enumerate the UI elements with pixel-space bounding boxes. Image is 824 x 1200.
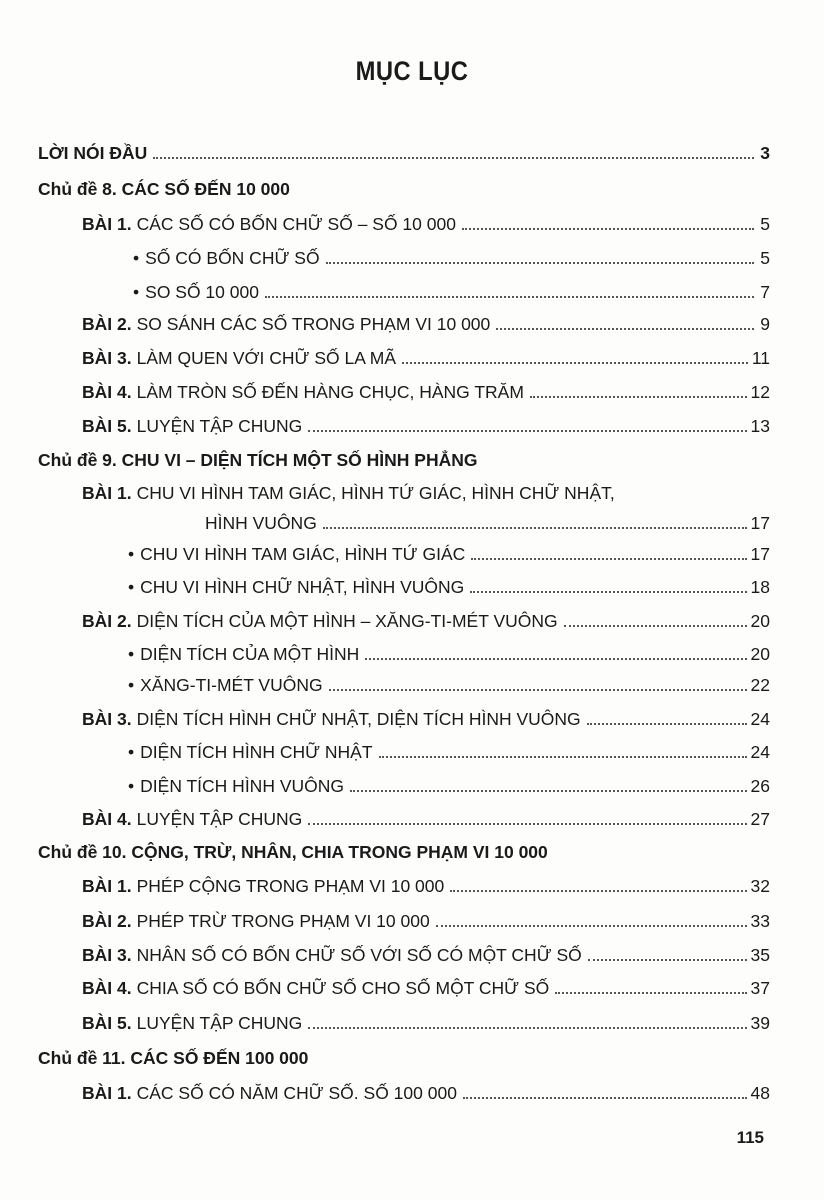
lesson-number: BÀI 4. bbox=[82, 382, 132, 402]
toc-entry bbox=[128, 739, 770, 763]
bullet-icon: • bbox=[128, 644, 135, 664]
entry-title: PHÉP CỘNG TRONG PHẠM VI 10 000 bbox=[136, 876, 445, 896]
dot-leader bbox=[555, 992, 746, 994]
toc-entry bbox=[82, 706, 770, 730]
dot-leader bbox=[153, 157, 754, 159]
entry-title: LUYỆN TẬP CHUNG bbox=[136, 1013, 303, 1033]
toc-entry bbox=[82, 413, 770, 437]
entry-page: 27 bbox=[750, 809, 770, 829]
bullet-icon: • bbox=[128, 577, 135, 597]
dot-leader bbox=[350, 790, 747, 792]
dot-leader bbox=[463, 1097, 747, 1099]
entry-page: 5 bbox=[760, 248, 770, 268]
entry-page: 17 bbox=[750, 544, 770, 564]
dot-leader bbox=[379, 756, 747, 758]
page-title: MỤC LỤC bbox=[355, 56, 469, 86]
toc-entry bbox=[82, 211, 770, 235]
dot-leader bbox=[470, 591, 746, 593]
dot-leader bbox=[564, 625, 747, 627]
toc-entry bbox=[82, 1080, 770, 1104]
toc-entry bbox=[128, 541, 770, 565]
entry-title: CÁC SỐ CÓ NĂM CHỮ SỐ. SỐ 100 000 bbox=[136, 1083, 457, 1103]
toc-entry bbox=[82, 975, 770, 999]
entry-title: Chủ đề 9. CHU VI – DIỆN TÍCH MỘT SỐ HÌNH PHẲNG bbox=[38, 450, 478, 470]
bullet-icon: • bbox=[128, 776, 135, 796]
bullet-icon: • bbox=[128, 742, 135, 762]
entry-title: HÌNH VUÔNG bbox=[205, 513, 317, 533]
dot-leader bbox=[496, 328, 754, 330]
entry-title: LỜI NÓI ĐẦU bbox=[38, 143, 148, 163]
entry-page: 39 bbox=[750, 1013, 770, 1033]
lesson-number: BÀI 5. bbox=[82, 1013, 132, 1033]
entry-title: Chủ đề 8. CÁC SỐ ĐẾN 10 000 bbox=[38, 179, 290, 199]
entry-page: 3 bbox=[760, 143, 770, 163]
toc-entry bbox=[128, 773, 770, 797]
toc-chapter bbox=[38, 447, 770, 471]
page-number: 115 bbox=[736, 1128, 764, 1147]
dot-leader bbox=[323, 527, 747, 529]
entry-page: 26 bbox=[750, 776, 770, 796]
entry-title: PHÉP TRỪ TRONG PHẠM VI 10 000 bbox=[136, 911, 430, 931]
toc-entry bbox=[82, 608, 770, 632]
dot-leader bbox=[326, 262, 754, 264]
entry-title: CHU VI HÌNH TAM GIÁC, HÌNH TỨ GIÁC bbox=[140, 544, 466, 564]
bullet-icon: • bbox=[128, 675, 135, 695]
lesson-number: BÀI 4. bbox=[82, 978, 132, 998]
toc-entry bbox=[82, 345, 770, 369]
dot-leader bbox=[308, 1027, 746, 1029]
toc-entry bbox=[82, 806, 770, 830]
entry-title: CHU VI HÌNH CHỮ NHẬT, HÌNH VUÔNG bbox=[140, 577, 465, 597]
dot-leader bbox=[436, 925, 747, 927]
toc-entry bbox=[133, 279, 770, 303]
entry-page: 5 bbox=[760, 214, 770, 234]
entry-title: Chủ đề 10. CỘNG, TRỪ, NHÂN, CHIA TRONG PHẠM VI 10 000 bbox=[38, 842, 548, 862]
bullet-icon: • bbox=[133, 282, 140, 302]
entry-title: DIỆN TÍCH HÌNH CHỮ NHẬT bbox=[140, 742, 373, 762]
entry-title: SO SÁNH CÁC SỐ TRONG PHẠM VI 10 000 bbox=[136, 314, 491, 334]
entry-page: 9 bbox=[760, 314, 770, 334]
entry-title: DIỆN TÍCH CỦA MỘT HÌNH bbox=[140, 644, 360, 664]
entry-title: XĂNG-TI-MÉT VUÔNG bbox=[140, 675, 323, 695]
lesson-number: BÀI 3. bbox=[82, 709, 132, 729]
entry-page: 11 bbox=[751, 348, 770, 368]
dot-leader bbox=[462, 228, 754, 230]
entry-page: 20 bbox=[750, 644, 770, 664]
dot-leader bbox=[587, 723, 747, 725]
entry-title: DIỆN TÍCH HÌNH CHỮ NHẬT, DIỆN TÍCH HÌNH VUÔNG bbox=[136, 709, 581, 729]
toc-chapter bbox=[38, 1045, 770, 1069]
dot-leader bbox=[402, 362, 748, 364]
entry-title: LUYỆN TẬP CHUNG bbox=[136, 809, 303, 829]
toc-entry bbox=[82, 379, 770, 403]
toc-entry bbox=[133, 245, 770, 269]
entry-page: 12 bbox=[750, 382, 770, 402]
entry-page: 20 bbox=[750, 611, 770, 631]
lesson-number: BÀI 3. bbox=[82, 348, 132, 368]
toc-entry bbox=[128, 672, 770, 696]
dot-leader bbox=[308, 823, 746, 825]
entry-page: 24 bbox=[750, 742, 770, 762]
toc-entry bbox=[82, 1010, 770, 1034]
bullet-icon: • bbox=[128, 544, 135, 564]
entry-page: 18 bbox=[750, 577, 770, 597]
lesson-number: BÀI 3. bbox=[82, 945, 132, 965]
toc-entry bbox=[128, 574, 770, 598]
entry-title: SO SỐ 10 000 bbox=[145, 282, 259, 302]
dot-leader bbox=[308, 430, 746, 432]
lesson-number: BÀI 1. bbox=[82, 876, 132, 896]
entry-title: CÁC SỐ CÓ BỐN CHỮ SỐ – SỐ 10 000 bbox=[136, 214, 456, 234]
lesson-number: BÀI 5. bbox=[82, 416, 132, 436]
toc-entry bbox=[128, 641, 770, 665]
entry-title: LÀM TRÒN SỐ ĐẾN HÀNG CHỤC, HÀNG TRĂM bbox=[136, 382, 524, 402]
entry-page: 22 bbox=[750, 675, 770, 695]
entry-page: 13 bbox=[750, 416, 770, 436]
dot-leader bbox=[450, 890, 746, 892]
toc-entry bbox=[82, 942, 770, 966]
entry-title: CHIA SỐ CÓ BỐN CHỮ SỐ CHO SỐ MỘT CHỮ SỐ bbox=[136, 978, 550, 998]
dot-leader bbox=[329, 689, 747, 691]
toc-entry bbox=[82, 311, 770, 335]
toc-entry bbox=[82, 480, 770, 504]
lesson-number: BÀI 2. bbox=[82, 611, 132, 631]
entry-title: DIỆN TÍCH HÌNH VUÔNG bbox=[140, 776, 344, 796]
dot-leader bbox=[471, 558, 746, 560]
lesson-number: BÀI 4. bbox=[82, 809, 132, 829]
entry-page: 24 bbox=[750, 709, 770, 729]
entry-page: 48 bbox=[750, 1083, 770, 1103]
dot-leader bbox=[365, 658, 746, 660]
dot-leader bbox=[530, 396, 747, 398]
lesson-number: BÀI 1. bbox=[82, 483, 132, 503]
entry-title: SỐ CÓ BỐN CHỮ SỐ bbox=[145, 248, 320, 268]
toc-chapter bbox=[38, 176, 770, 200]
lesson-number: BÀI 1. bbox=[82, 1083, 132, 1103]
entry-page: 32 bbox=[750, 876, 770, 896]
entry-page: 35 bbox=[750, 945, 770, 965]
entry-title: Chủ đề 11. CÁC SỐ ĐẾN 100 000 bbox=[38, 1048, 309, 1068]
lesson-number: BÀI 2. bbox=[82, 911, 132, 931]
bullet-icon: • bbox=[133, 248, 140, 268]
entry-title: CHU VI HÌNH TAM GIÁC, HÌNH TỨ GIÁC, HÌNH CHỮ NHẬT, bbox=[136, 483, 615, 503]
toc-entry bbox=[38, 140, 770, 164]
entry-title: NHÂN SỐ CÓ BỐN CHỮ SỐ VỚI SỐ CÓ MỘT CHỮ SỐ bbox=[136, 945, 582, 965]
lesson-number: BÀI 2. bbox=[82, 314, 132, 334]
entry-page: 7 bbox=[760, 282, 770, 302]
entry-page: 17 bbox=[750, 513, 770, 533]
entry-page: 33 bbox=[750, 911, 770, 931]
entry-title: LUYỆN TẬP CHUNG bbox=[136, 416, 303, 436]
dot-leader bbox=[588, 959, 747, 961]
entry-title: LÀM QUEN VỚI CHỮ SỐ LA MÃ bbox=[136, 348, 397, 368]
toc-entry bbox=[82, 873, 770, 897]
toc-entry bbox=[82, 908, 770, 932]
toc-entry bbox=[205, 510, 770, 534]
entry-title: DIỆN TÍCH CỦA MỘT HÌNH – XĂNG-TI-MÉT VUÔNG bbox=[136, 611, 558, 631]
entry-page: 37 bbox=[750, 978, 770, 998]
dot-leader bbox=[265, 296, 754, 298]
lesson-number: BÀI 1. bbox=[82, 214, 132, 234]
toc-chapter bbox=[38, 839, 770, 863]
